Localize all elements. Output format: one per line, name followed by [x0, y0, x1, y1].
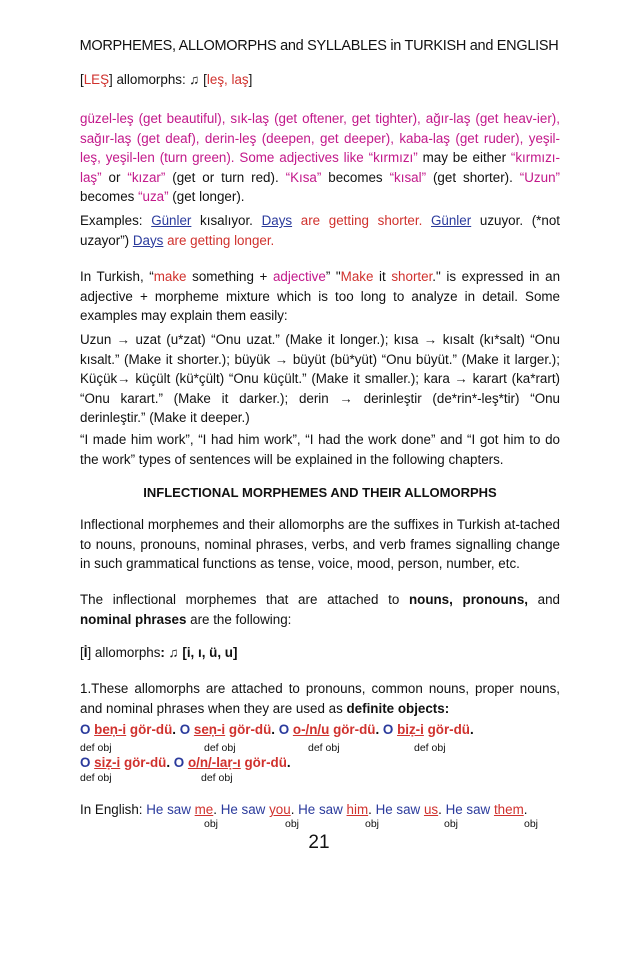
section-heading: INFLECTIONAL MORPHEMES AND THEIR ALLOMORPHS: [143, 485, 497, 500]
examples-line: Examples: Günler kısalıyor. Days are getting shorter. Günler uzuyor. (*not uzayor”) Days are getting longer.: [80, 213, 561, 248]
def-obj-label: def obj: [414, 742, 446, 754]
running-header: MORPHEMES, ALLOMORPHS and SYLLABLES in TURKISH and ENGLISH: [79, 38, 559, 54]
def-obj-label: def obj: [308, 742, 340, 754]
obj-label: obj: [444, 818, 459, 830]
example-sentences-1: O beṇ-i gör-dü. O seṇ-i gör-dü. O o-/n/u gör-dü. O biẓ-i gör-dü.: [80, 722, 474, 737]
inflectional-list-intro: The inflectional morphemes that are attached to nouns, pronouns, and nominal phrases are the following:: [80, 592, 560, 627]
les-allomorphs-line: [LEŞ] allomorphs: ♫ [leş, laş]: [80, 72, 253, 87]
obj-label: obj: [365, 818, 380, 830]
examples-paragraph: güzel-leş (get beautiful), sık-laş (get oftener, get tighter), ağır-laş (get heav-ier), sağır-laş (get deaf), derin-leş (deepen, get deeper), kaba-laş (get ruder), yeşil-leş, yeşil-len (turn green). Some adjectives like “kırmızı” may be either “kırmızı-laş” or “kızar” (get or turn red). “Kısa” becomes “kısal” (get shorter). “Uzun” becomes “uza” (get longer).: [80, 111, 560, 205]
example-sentences-2: O siẓ-i gör-dü. O o/n/-laṛ-ı gör-dü.: [80, 755, 291, 770]
i-allomorphs-line: [İ] allomorphs: ♫ [i, ı, ü, u]: [80, 645, 238, 660]
def-obj-label: def obj: [80, 742, 112, 754]
def-obj-label: def obj: [201, 772, 233, 784]
def-obj-label: def obj: [80, 772, 112, 784]
following-chapters-note: “I made him work”, “I had him work”, “I had the work done” and “I got him to do the work” types of sentences will be explained in the following chapters.: [80, 432, 560, 467]
page-number: 21: [308, 832, 330, 853]
definite-object-rule: 1.These allomorphs are attached to pronouns, common nouns, proper nouns, and nominal phrases when they are used as definite objects:: [80, 681, 560, 716]
make-adjective-paragraph: In Turkish, “make something + adjective” "Make it shorter." is expressed in an adjective + morpheme mixture which is too long to analyze in detail. Some examples may explain them easily:: [80, 269, 561, 324]
english-equivalents: In English: He saw me. He saw you. He saw him. He saw us. He saw them.: [80, 802, 528, 817]
def-obj-label: def obj: [204, 742, 236, 754]
causative-examples: Uzun → uzat (u*zat) “Onu uzat.” (Make it longer.); kısa → kısalt (kı*salt) “Onu kısalt.” (Make it shorter.); büyük → büyüt (bü*yüt) “Onu büyüt.” (Make it larger.); Küçük→ küçült (kü*çült) “Onu küçült.” (Make it smaller.); kara → karart (ka*rart) “Onu karart.” (Make it darker.); derin → derinleştir (de*rin*-leş*tir) “Onu derinleştir.” (Make it deeper.): [80, 332, 560, 426]
inflectional-intro: Inflectional morphemes and their allomorphs are the suffixes in Turkish at-tached to nouns, pronouns, nominal phrases, verbs, and verb frames signalling change in such grammatical functions as tense, voice, mood, person, number, etc.: [80, 517, 560, 572]
obj-label: obj: [285, 818, 300, 830]
obj-label: obj: [524, 818, 539, 830]
obj-label: obj: [204, 818, 219, 830]
